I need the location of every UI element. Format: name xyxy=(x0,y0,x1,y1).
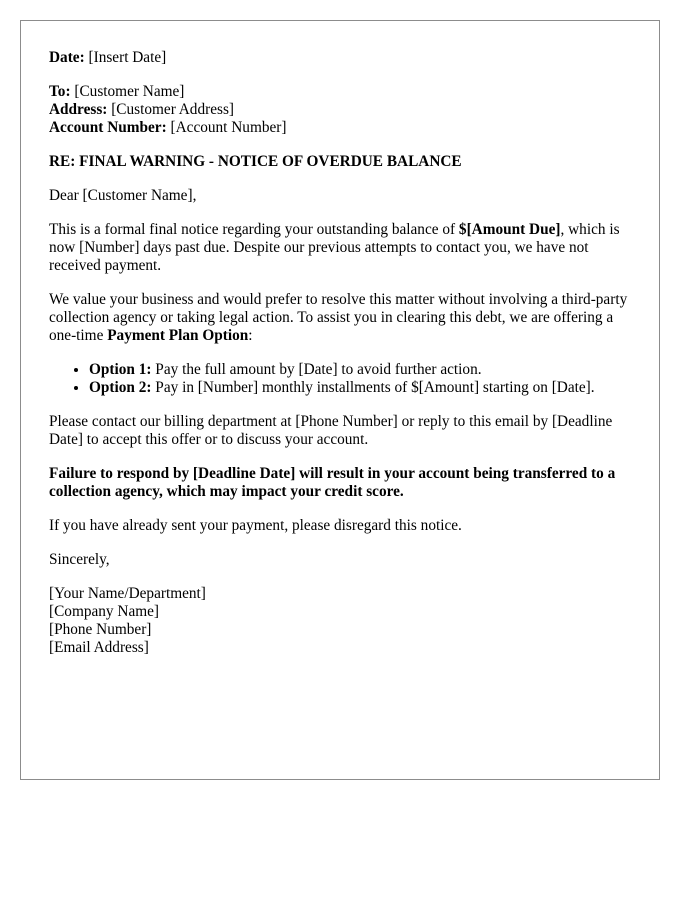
account-line xyxy=(49,119,631,137)
date-value: [Insert Date] xyxy=(88,49,167,66)
options-list xyxy=(49,361,631,397)
paragraph-offer-post: : xyxy=(248,327,253,344)
greeting: Dear [Customer Name], xyxy=(49,187,197,204)
option-2-label: Option 2: xyxy=(89,379,152,396)
paragraph-balance-pre: This is a formal final notice regarding your outstanding balance of xyxy=(49,221,459,238)
letter-document xyxy=(20,20,660,780)
date-line xyxy=(49,49,631,67)
list-item-option-1 xyxy=(89,361,631,379)
option-1-text: Pay the full amount by [Date] to avoid further action. xyxy=(151,361,482,378)
account-label: Account Number: xyxy=(49,119,167,136)
payment-plan-option: Payment Plan Option xyxy=(107,327,249,344)
address-line xyxy=(49,101,631,119)
paragraph-disregard: If you have already sent your payment, please disregard this notice. xyxy=(49,517,462,534)
signature-company: [Company Name] xyxy=(49,603,160,620)
account-value: [Account Number] xyxy=(170,119,287,136)
to-line xyxy=(49,83,631,101)
paragraph-offer xyxy=(49,291,631,345)
date-block xyxy=(49,49,631,67)
list-item-option-2 xyxy=(89,379,631,397)
amount-due: $[Amount Due] xyxy=(458,221,561,238)
address-label: Address: xyxy=(49,101,108,118)
paragraph-contact: Please contact our billing department at [Phone Number] or reply to this email by [Deadline Date] to accept this offer or to discuss your account. xyxy=(49,413,613,448)
warning-paragraph: Failure to respond by [Deadline Date] will result in your account being transferred to a collection agency, which may impact your credit score. xyxy=(49,465,616,500)
signature-block xyxy=(49,585,631,657)
option-1-label: Option 1: xyxy=(89,361,152,378)
to-value: [Customer Name] xyxy=(74,83,185,100)
paragraph-balance-post: , which is now [Number] days past due. Despite our previous attempts to contact you, we have not received payment. xyxy=(49,221,620,274)
to-label: To: xyxy=(49,83,71,100)
option-2-text: Pay in [Number] monthly installments of $[Amount] starting on [Date]. xyxy=(151,379,595,396)
subject-line: RE: FINAL WARNING - NOTICE OF OVERDUE BALANCE xyxy=(49,153,462,170)
recipient-block xyxy=(49,83,631,137)
date-label: Date: xyxy=(49,49,85,66)
paragraph-offer-pre: We value your business and would prefer to resolve this matter without involving a third-party collection agency or taking legal action. To assist you in clearing this debt, we are offering a one-time xyxy=(49,291,628,344)
signature-name: [Your Name/Department] xyxy=(49,585,206,602)
signature-email: [Email Address] xyxy=(49,639,149,656)
closing: Sincerely, xyxy=(49,551,110,568)
paragraph-balance xyxy=(49,221,631,275)
signature-phone: [Phone Number] xyxy=(49,621,152,638)
address-value: [Customer Address] xyxy=(111,101,234,118)
